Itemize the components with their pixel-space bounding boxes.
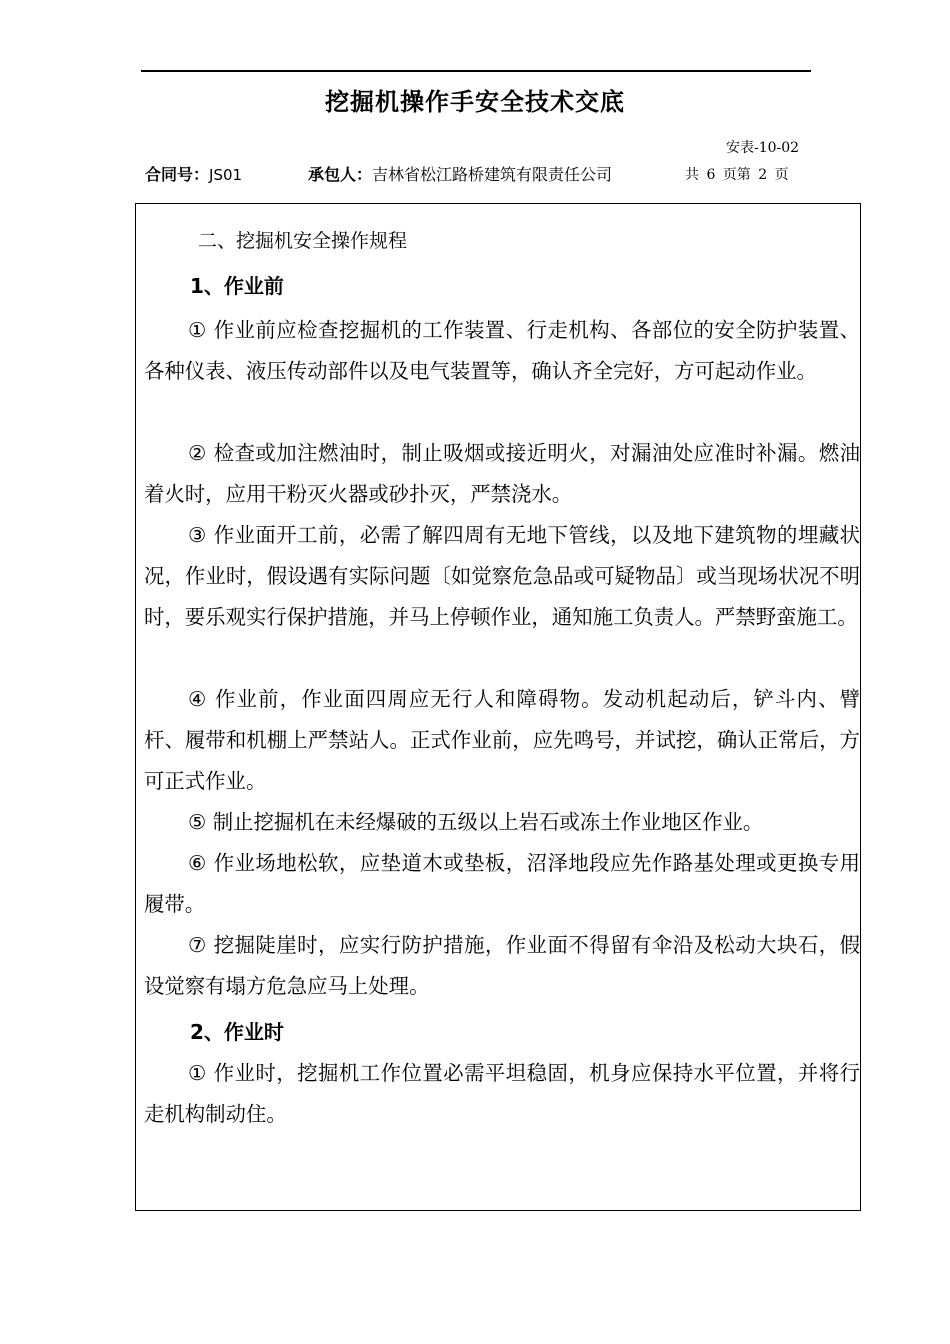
subsection-heading-during-work: 2、作业时 bbox=[190, 1020, 284, 1044]
page-count: 共 6 页第 2 页 bbox=[685, 167, 789, 183]
contract-number bbox=[145, 162, 242, 185]
contractor-label: 承包人： bbox=[308, 165, 373, 184]
meta-row bbox=[145, 162, 825, 184]
contractor-value: 吉林省松江路桥建筑有限责任公司 bbox=[372, 165, 613, 184]
content-box bbox=[135, 203, 861, 1211]
paragraph: ① 作业时，挖掘机工作位置必需平坦稳固，机身应保持水平位置，并将行走机构制动住。 bbox=[144, 1061, 860, 1126]
paragraph: ⑥ 作业场地松软，应垫道木或垫板，沼泽地段应先作路基处理或更换专用履带。 bbox=[144, 851, 860, 916]
paragraph: ④ 作业前，作业面四周应无行人和障碍物。发动机起动后，铲斗内、臂杆、履带和机棚上严禁站人。正式作业前，应先鸣号，并试挖，确认正常后，方可正式作业。 bbox=[144, 687, 860, 793]
document-title: 挖掘机操作手安全技术交底 bbox=[325, 88, 625, 116]
contractor bbox=[308, 162, 612, 185]
paragraph: ⑤ 制止挖掘机在未经爆破的五级以上岩石或冻土作业地区作业。 bbox=[188, 810, 764, 834]
top-rule bbox=[141, 70, 811, 72]
paragraph: ③ 作业面开工前，必需了解四周有无地下管线，以及地下建筑物的埋藏状况，作业时，假设遇有实际问题〔如觉察危急品或可疑物品〕或当现场状况不明时，要乐观实行保护措施，并马上停顿作业，通知施工负责人。严禁野蛮施工。 bbox=[144, 523, 860, 629]
paragraph: ② 检查或加注燃油时，制止吸烟或接近明火，对漏油处应准时补漏。燃油着火时，应用干粉灭火器或砂扑灭，严禁浇水。 bbox=[144, 441, 860, 506]
paragraph: ⑦ 挖掘陡崖时，应实行防护措施，作业面不得留有伞沿及松动大块石，假设觉察有塌方危急应马上处理。 bbox=[144, 933, 860, 998]
contract-label: 合同号： bbox=[145, 165, 210, 184]
section-heading: 二、挖掘机安全操作规程 bbox=[198, 230, 408, 252]
paragraph: ① 作业前应检查挖掘机的工作装置、行走机构、各部位的安全防护装置、各种仪表、液压传动部件以及电气装置等，确认齐全完好，方可起动作业。 bbox=[144, 318, 860, 383]
form-code: 安表-10-02 bbox=[726, 140, 800, 156]
contract-value: JS01 bbox=[209, 166, 243, 184]
subsection-heading-before-work: 1、作业前 bbox=[190, 274, 284, 298]
